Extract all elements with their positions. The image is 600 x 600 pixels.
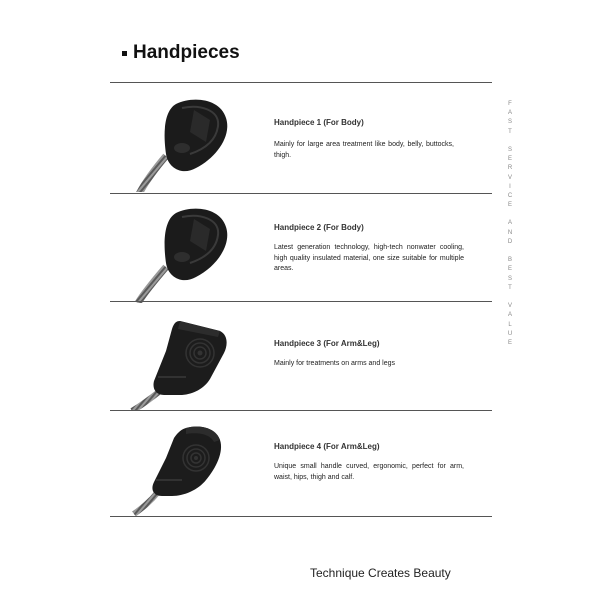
- handpiece-name: Handpiece 3 (For Arm&Leg): [274, 339, 380, 348]
- handpiece-name: Handpiece 4 (For Arm&Leg): [274, 442, 380, 451]
- side-letter: B: [507, 257, 512, 264]
- side-letter: C: [507, 192, 513, 199]
- side-letter: S: [507, 275, 512, 282]
- side-letter: E: [507, 266, 512, 273]
- side-vertical-text: [506, 100, 514, 348]
- handpiece-name: Handpiece 2 (For Body): [274, 223, 364, 232]
- side-letter: S: [507, 146, 512, 153]
- side-letter: V: [507, 303, 512, 310]
- side-letter: I: [509, 183, 511, 190]
- handpiece-name: Handpiece 1 (For Body): [274, 118, 364, 127]
- handpiece-description: Unique small handle curved, ergonomic, perfect for arm, waist, hips, thigh and calf.: [274, 463, 464, 481]
- divider: [110, 516, 492, 517]
- handpiece-description: Mainly for treatments on arms and legs: [274, 360, 395, 367]
- side-letter: [506, 247, 514, 256]
- divider: [110, 301, 492, 302]
- footer-slogan: Technique Creates Beauty: [310, 566, 451, 580]
- title-bullet: [122, 51, 127, 56]
- arm-leg-handpiece-icon: [120, 412, 240, 520]
- handpiece-description: Latest generation technology, high-tech nonwater cooling, high quality insulated material, one size suitable for multiple areas.: [274, 244, 464, 272]
- side-letter: E: [507, 202, 512, 209]
- body-handpiece-icon: [120, 84, 240, 192]
- body-handpiece-icon: [120, 195, 240, 303]
- handpiece-item-1: [110, 84, 492, 192]
- side-letter: V: [507, 174, 512, 181]
- side-letter: R: [507, 165, 513, 172]
- side-letter: E: [507, 156, 512, 163]
- side-letter: [506, 210, 514, 219]
- side-letter: A: [507, 220, 512, 227]
- side-letter: S: [507, 119, 512, 126]
- side-letter: F: [508, 101, 512, 107]
- divider: [110, 410, 492, 411]
- side-letter: D: [507, 238, 513, 245]
- side-letter: A: [507, 110, 512, 117]
- arm-leg-handpiece-icon: [120, 303, 240, 411]
- side-letter: T: [508, 284, 512, 291]
- side-letter: [506, 293, 514, 302]
- divider: [110, 193, 492, 194]
- handpiece-description: Mainly for large area treatment like body, belly, buttocks, thigh.: [274, 141, 454, 159]
- handpiece-item-2: [110, 195, 492, 303]
- side-letter: A: [507, 312, 512, 319]
- handpiece-item-4: [110, 412, 492, 520]
- side-letter: E: [507, 339, 512, 346]
- page-title-text: Handpieces: [133, 42, 240, 63]
- side-letter: U: [507, 330, 513, 337]
- handpiece-item-3: [110, 303, 492, 411]
- side-letter: N: [507, 229, 513, 236]
- page-title: [122, 42, 240, 64]
- divider: [110, 82, 492, 83]
- side-letter: [506, 137, 514, 146]
- side-letter: L: [508, 321, 512, 328]
- side-letter: T: [508, 128, 512, 135]
